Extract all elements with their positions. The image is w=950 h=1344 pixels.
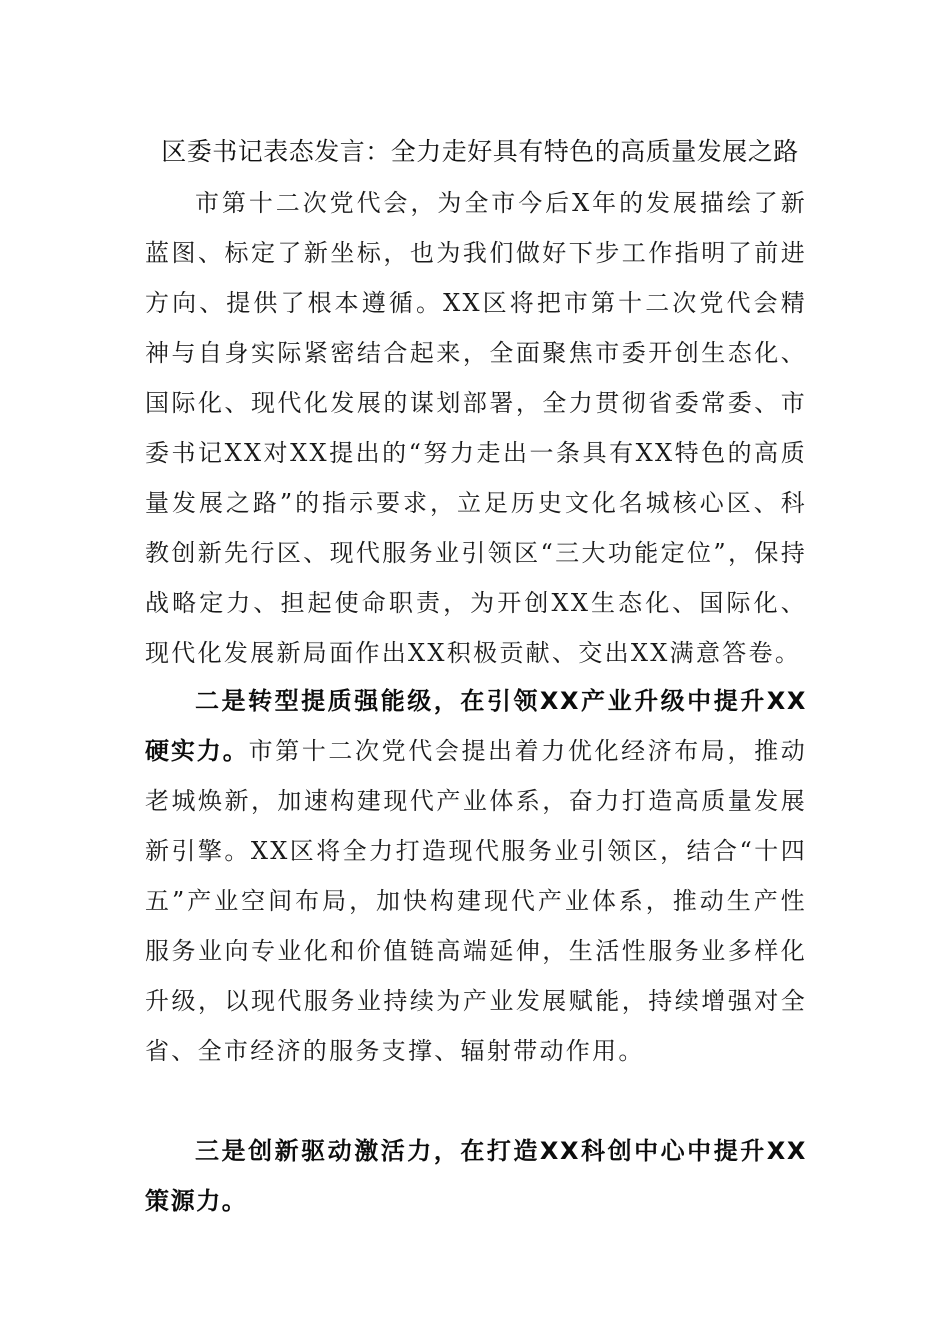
paragraph-lead: 二是转型提质强能级，在引领XX产业升级中提升XX硬实力。 <box>145 687 807 765</box>
paragraph-point-three <box>145 1126 807 1226</box>
paragraph-body: 市第十二次党代会提出着力优化经济布局，推动老城焕新，加速构建现代产业体系，奋力打造高质量发展新引擎。XX区将全力打造现代服务业引领区，结合“十四五”产业空间布局，加快构建现代产业体系，推动生产性服务业向专业化和价值链高端延伸，生活性服务业多样化升级，以现代服务业持续为产业发展赋能，持续增强对全省、全市经济的服务支撑、辐射带动作用。 <box>145 737 807 1065</box>
paragraph-lead: 三是创新驱动激活力，在打造XX科创中心中提升XX策源力。 <box>145 1137 807 1215</box>
paragraph-body: 市第十二次党代会，为全市今后X年的发展描绘了新蓝图、标定了新坐标，也为我们做好下步工作指明了前进方向、提供了根本遵循。XX区将把市第十二次党代会精神与自身实际紧密结合起来，全面聚焦市委开创生态化、国际化、现代化发展的谋划部署，全力贯彻省委常委、市委书记XX对XX提出的“努力走出一条具有XX特色的高质量发展之路”的指示要求，立足历史文化名城核心区、科教创新先行区、现代服务业引领区“三大功能定位”，保持战略定力、担起使命职责，为开创XX生态化、国际化、现代化发展新局面作出XX积极贡献、交出XX满意答卷。 <box>145 189 807 667</box>
document-title: 区委书记表态发言：全力走好具有特色的高质量发展之路 <box>161 137 799 166</box>
paragraph-intro <box>145 178 807 678</box>
paragraph-point-two <box>145 676 807 1076</box>
